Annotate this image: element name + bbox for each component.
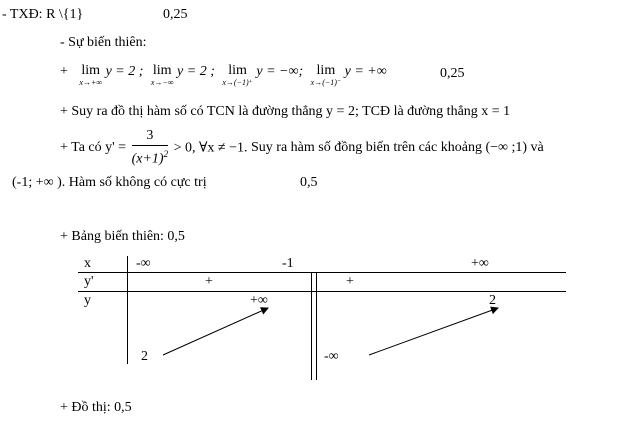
row-label-yprime: y' <box>84 274 94 289</box>
arrow-increasing-right <box>369 308 498 355</box>
derivative-condition: > 0, ∀x ≠ −1. <box>173 140 248 156</box>
derivative-denominator: $(x+1)^2$ <box>131 149 169 167</box>
variation-heading: - Sự biến thiên: <box>60 35 147 50</box>
limit-4-expr: y = +∞ <box>344 64 387 79</box>
derivative-score: 0,5 <box>300 175 318 190</box>
domain-label: - TXĐ: R \{1} <box>2 7 84 22</box>
y-right-top: 2 <box>489 293 496 308</box>
x-value-neg-inf: -∞ <box>136 256 151 271</box>
derivative-tail: Suy ra hàm số đồng biến trên các khoảng (−∞ ;1) và <box>251 139 544 155</box>
row-label-x: x <box>84 256 91 271</box>
limit-1: lim x→+∞ <box>79 63 103 87</box>
x-value-neg-one: -1 <box>282 256 294 271</box>
limit-2-expr: y = 2 ; <box>177 64 215 79</box>
limit-3: lim x→(−1)⁺ <box>222 63 253 87</box>
limits-score: 0,25 <box>440 66 465 81</box>
x-value-pos-inf: +∞ <box>471 256 489 271</box>
y-left-top: +∞ <box>250 293 268 308</box>
graph-heading: + Đồ thị: 0,5 <box>60 400 132 415</box>
limits-prefix: + <box>60 64 68 79</box>
y-left-bottom: 2 <box>141 349 148 364</box>
arrow-increasing-left <box>163 308 268 355</box>
limit-1-expr: y = 2 ; <box>105 64 144 79</box>
derivative-prefix: + Ta có y' = <box>60 139 127 155</box>
derivative-numerator: 3 <box>132 128 169 146</box>
yprime-sign-right: + <box>346 274 354 289</box>
limit-3-expr: y = −∞; <box>256 64 304 79</box>
asymptotes-text: + Suy ra đồ thị hàm số có TCN là đường thẳng y = 2; TCĐ là đường thẳng x = 1 <box>60 104 511 119</box>
y-right-bottom: -∞ <box>324 349 339 364</box>
yprime-sign-left: + <box>205 274 213 289</box>
limit-2: lim x→−∞ <box>150 63 174 87</box>
table-heading: + Bảng biến thiên: 0,5 <box>60 229 185 244</box>
domain-score: 0,25 <box>163 7 188 22</box>
row-label-y: y <box>84 293 91 308</box>
limit-4: lim x→(−1)⁻ <box>310 63 342 87</box>
derivative-line2: (-1; +∞ ). Hàm số không có cực trị <box>12 175 207 190</box>
